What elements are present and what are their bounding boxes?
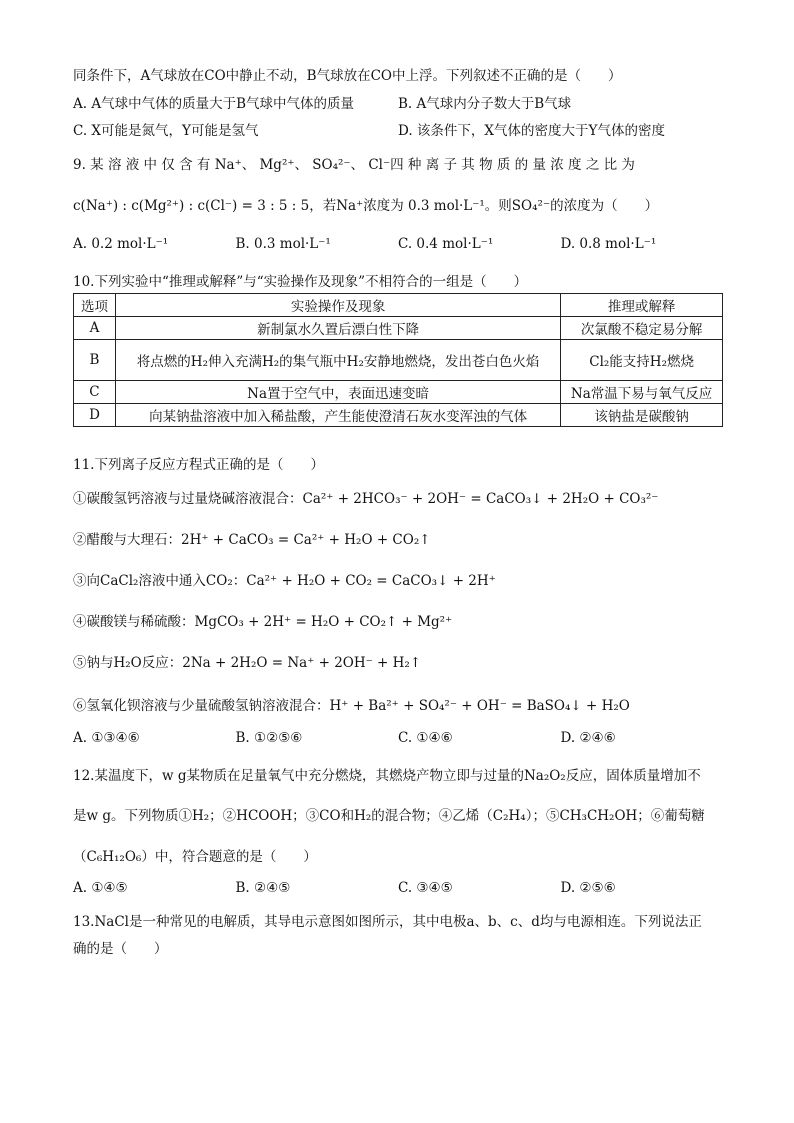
q11-item-1: ①碳酸氢钙溶液与过量烧碱溶液混合：Ca²⁺ + 2HCO₃⁻ + 2OH⁻ = CaCO₃↓ + 2H₂O + CO₃²⁻ — [73, 491, 659, 507]
q8-option-c[interactable]: C. X可能是氮气，Y可能是氢气 — [73, 123, 259, 139]
q11-item-4: ④碳酸镁与稀硫酸：MgCO₃ + 2H⁺ = H₂O + CO₂↑ + Mg²⁺ — [73, 614, 453, 630]
q11-option-c[interactable]: C. ①④⑥ — [398, 730, 453, 746]
q11-item-5: ⑤钠与H₂O反应：2Na + 2H₂O = Na⁺ + 2OH⁻ + H₂↑ — [73, 655, 422, 671]
q8-option-b[interactable]: B. A气球内分子数大于B气球 — [398, 96, 572, 112]
header-operation: 实验操作及现象 — [115, 294, 560, 317]
q12-option-a[interactable]: A. ①④⑤ — [73, 880, 128, 896]
row-operation: 新制氯水久置后漂白性下降 — [115, 317, 560, 340]
q11-item-2: ②醋酸与大理石：2H⁺ + CaCO₃ = Ca²⁺ + H₂O + CO₂↑ — [73, 532, 431, 548]
q9-option-d[interactable]: D. 0.8 mol·L⁻¹ — [560, 236, 657, 252]
q10-table — [73, 293, 723, 427]
q11-option-d[interactable]: D. ②④⑥ — [560, 730, 616, 746]
row-operation: 将点燃的H₂伸入充满H₂的集气瓶中H₂安静地燃烧，发出苍白色火焰 — [115, 340, 560, 381]
q13-stem-line2: 确的是（ ） — [73, 941, 168, 957]
q11-item-3: ③向CaCl₂溶液中通入CO₂：Ca²⁺ + H₂O + CO₂ = CaCO₃↓ + 2H⁺ — [73, 573, 496, 589]
row-reasoning: 次氯酸不稳定易分解 — [561, 317, 723, 340]
q8-stem: 同条件下，A气球放在CO中静止不动，B气球放在CO中上浮。下列叙述不正确的是（ ） — [73, 68, 622, 84]
row-label: D — [74, 404, 116, 427]
q11-options — [73, 730, 723, 746]
q10-stem: 10.下列实验中“推理或解释”与“实验操作及现象”不相符合的一组是（ ） — [73, 274, 528, 290]
table-row — [74, 381, 723, 404]
q11-item-6: ⑥氢氧化钡溶液与少量硫酸氢钠溶液混合：H⁺ + Ba²⁺ + SO₄²⁻ + OH⁻ = BaSO₄↓ + H₂O — [73, 698, 630, 714]
q12-stem-line3: （C₆H₁₂O₆）中，符合题意的是（ ） — [73, 849, 317, 865]
header-option: 选项 — [74, 294, 116, 317]
table-header-row — [74, 294, 723, 317]
table-row — [74, 340, 723, 381]
q12-option-c[interactable]: C. ③④⑤ — [398, 880, 453, 896]
q9-option-b[interactable]: B. 0.3 mol·L⁻¹ — [235, 236, 331, 252]
row-label: C — [74, 381, 116, 404]
q9-option-a[interactable]: A. 0.2 mol·L⁻¹ — [73, 236, 169, 252]
row-operation: 向某钠盐溶液中加入稀盐酸，产生能使澄清石灰水变浑浊的气体 — [115, 404, 560, 427]
q11-stem: 11.下列离子反应方程式正确的是（ ） — [73, 457, 324, 473]
q8-option-a[interactable]: A. A气球中气体的质量大于B气球中气体的质量 — [73, 96, 355, 112]
q9-options — [73, 236, 723, 252]
q11-option-b[interactable]: B. ①②⑤⑥ — [235, 730, 303, 746]
q9-stem-line2: c(Na⁺) : c(Mg²⁺) : c(Cl⁻) = 3 : 5 : 5，若Na⁺浓度为 0.3 mol·L⁻¹。则SO₄²⁻的浓度为（ ） — [73, 198, 659, 214]
table-row — [74, 404, 723, 427]
q8-options-row1 — [73, 92, 723, 112]
row-reasoning: 该钠盐是碳酸钠 — [561, 404, 723, 427]
table-row — [74, 317, 723, 340]
q12-option-b[interactable]: B. ②④⑤ — [235, 880, 291, 896]
row-reasoning: Na常温下易与氧气反应 — [561, 381, 723, 404]
q12-options — [73, 880, 723, 896]
row-reasoning: Cl₂能支持H₂燃烧 — [561, 340, 723, 381]
row-label: A — [74, 317, 116, 340]
q12-stem-line2: 是w g。下列物质①H₂；②HCOOH；③CO和H₂的混合物；④乙烯（C₂H₄）；⑤CH₃CH₂OH；⑥葡萄糖 — [73, 808, 705, 824]
q9-option-c[interactable]: C. 0.4 mol·L⁻¹ — [398, 236, 494, 252]
q12-stem-line1: 12.某温度下，w g某物质在足量氧气中充分燃烧，其燃烧产物立即与过量的Na₂O₂反应，固体质量增加不 — [73, 768, 701, 784]
q8-options-row2 — [73, 119, 723, 139]
q8-option-d[interactable]: D. 该条件下，X气体的密度大于Y气体的密度 — [398, 123, 665, 139]
q9-stem-line1: 9. 某 溶 液 中 仅 含 有 Na⁺、 Mg²⁺、 SO₄²⁻、 Cl⁻四 种 离 子 其 物 质 的 量 浓 度 之 比 为 — [73, 157, 635, 173]
q13-stem-line1: 13.NaCl是一种常见的电解质，其导电示意图如图所示，其中电极a、b、c、d均与电源相连。下列说法正 — [73, 914, 702, 930]
row-operation: Na置于空气中，表面迅速变暗 — [115, 381, 560, 404]
q11-option-a[interactable]: A. ①③④⑥ — [73, 730, 140, 746]
header-reasoning: 推理或解释 — [561, 294, 723, 317]
q12-option-d[interactable]: D. ②⑤⑥ — [560, 880, 616, 896]
row-label: B — [74, 340, 116, 381]
